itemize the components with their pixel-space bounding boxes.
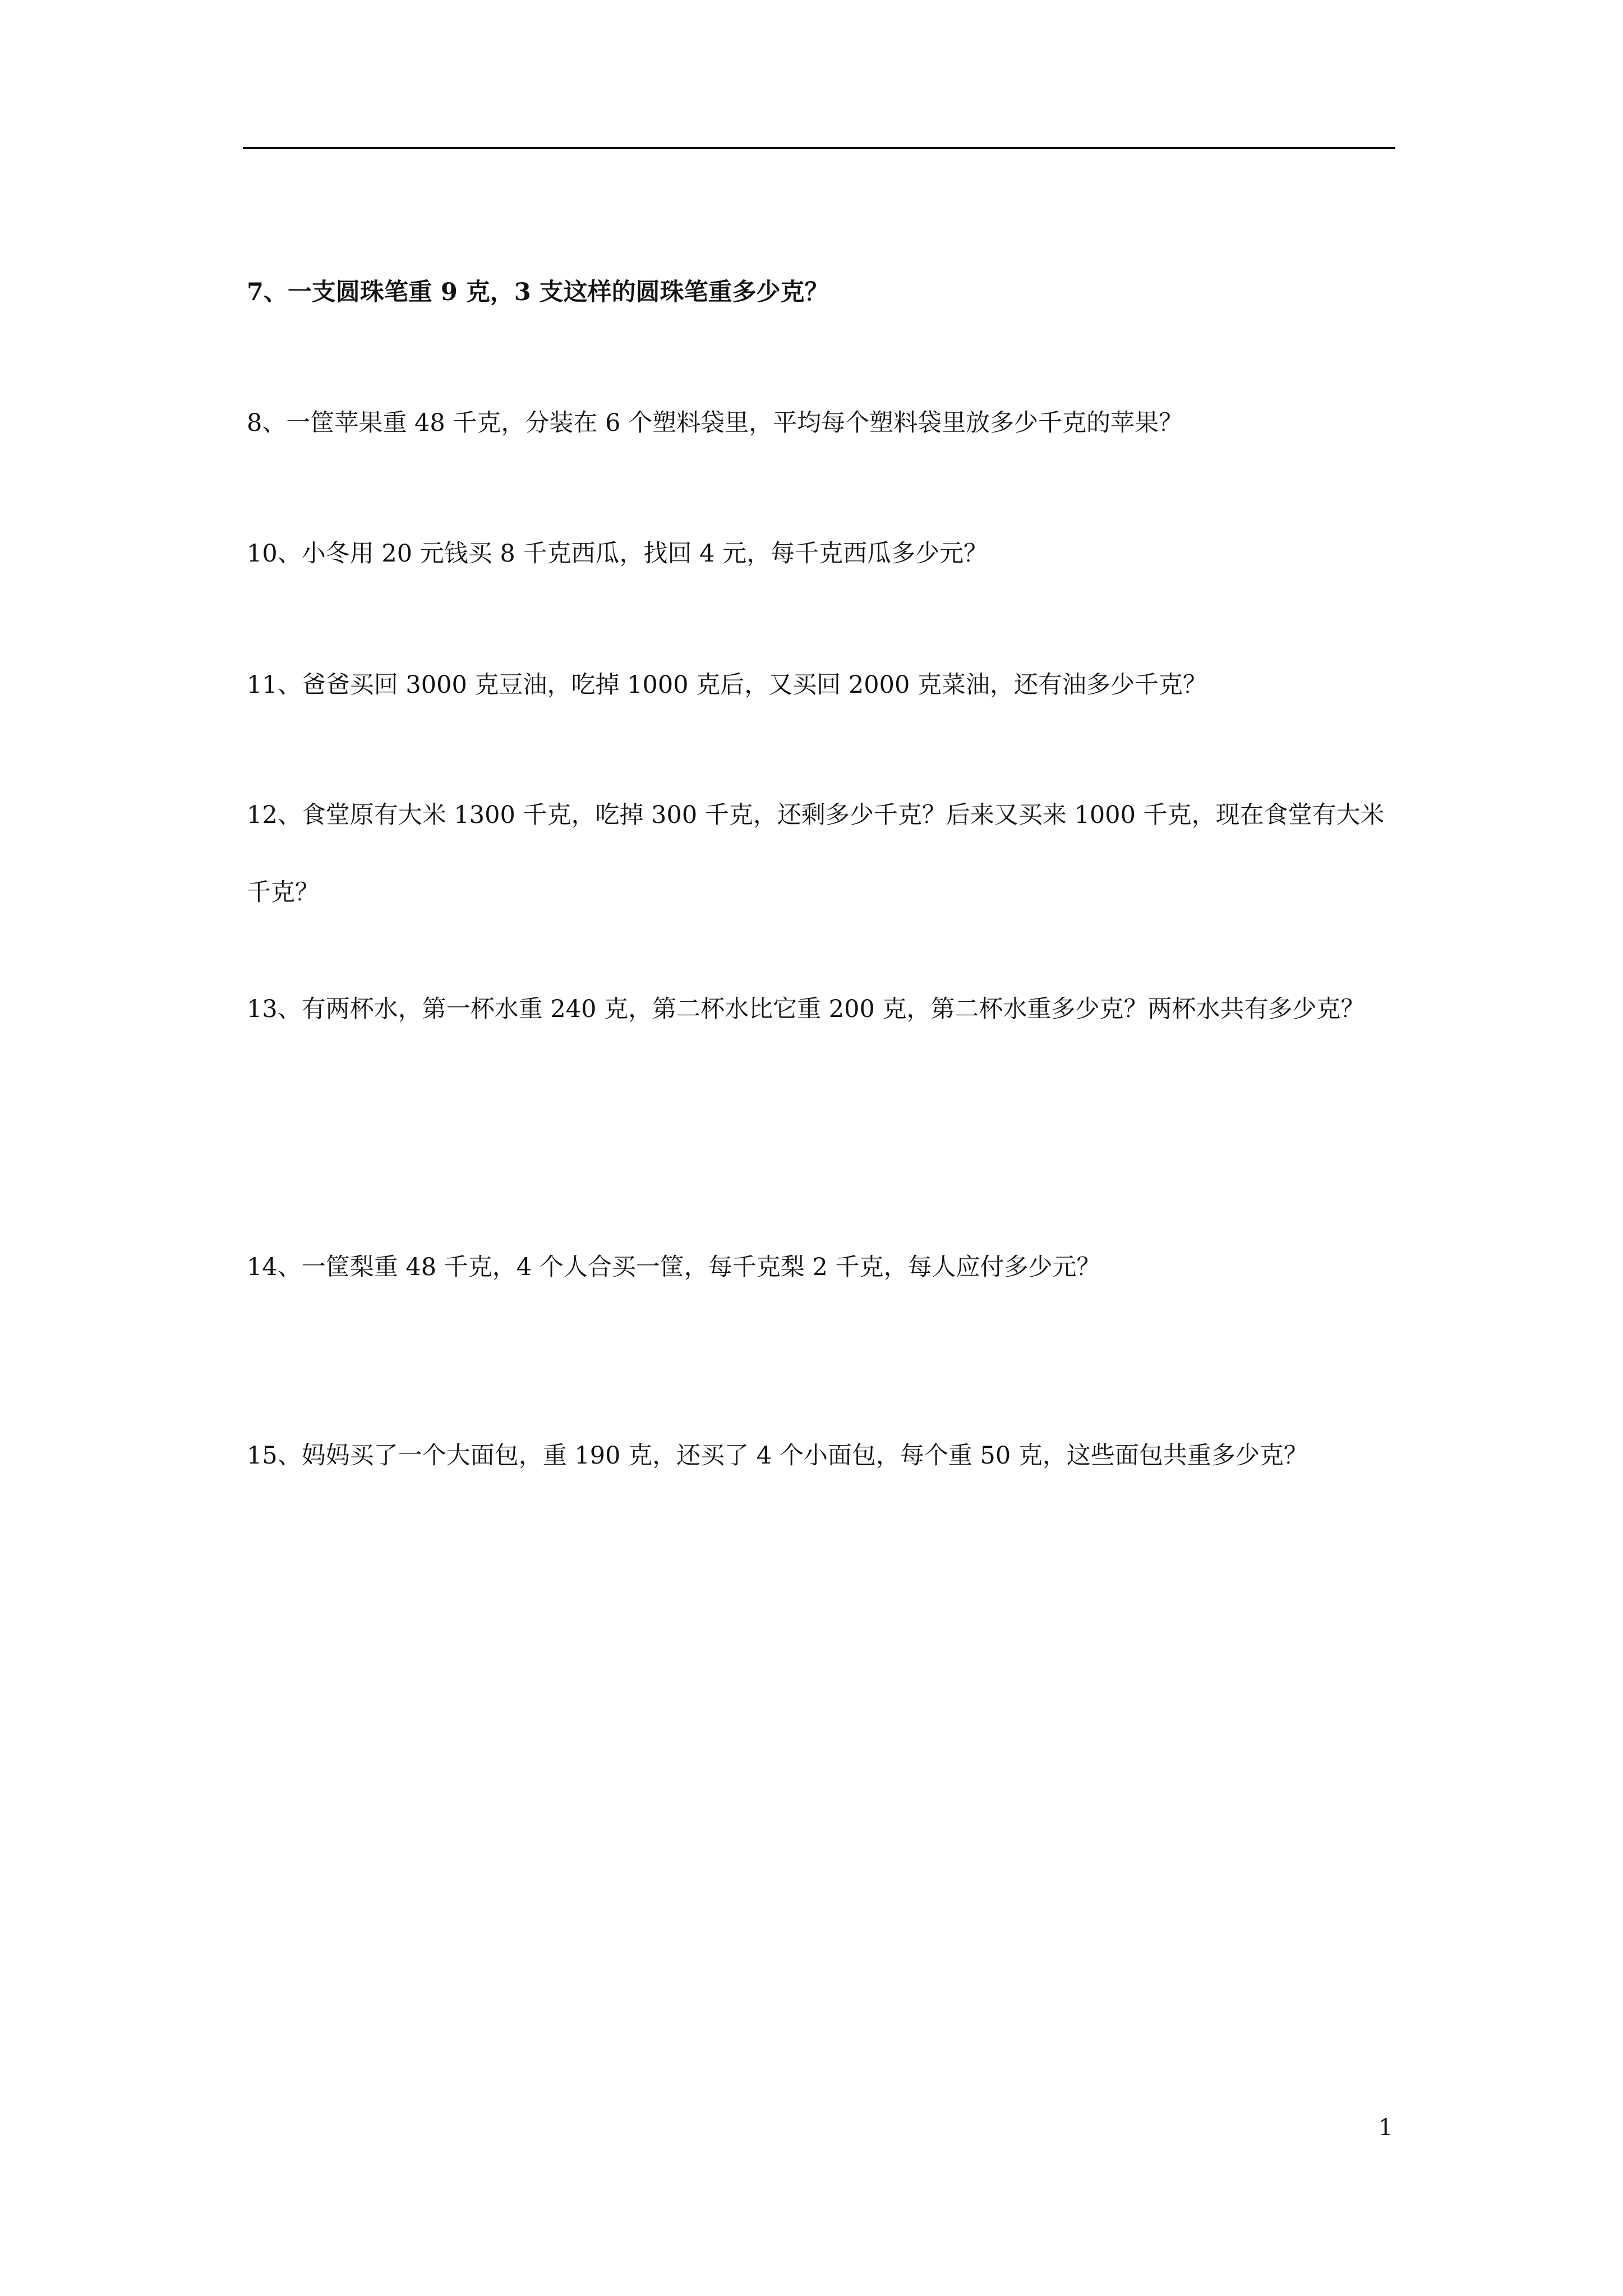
question-11: 11、爸爸买回 3000 克豆油，吃掉 1000 克后，又买回 2000 克菜油，还有油多少千克？ — [247, 671, 1207, 699]
question-10: 10、小冬用 20 元钱买 8 千克西瓜，找回 4 元，每千克西瓜多少元？ — [247, 540, 988, 568]
question-14: 14、一筐梨重 48 千克，4 个人合买一筐，每千克梨 2 千克，每人应付多少元？ — [247, 1253, 1101, 1281]
header-rule — [243, 147, 1395, 149]
page-number: 1 — [1378, 2115, 1393, 2141]
question-8: 8、一筐苹果重 48 千克，分装在 6 个塑料袋里，平均每个塑料袋里放多少千克的苹果？ — [247, 409, 1183, 437]
question-13: 13、有两杯水，第一杯水重 240 克，第二杯水比它重 200 克，第二杯水重多少克？两杯水共有多少克？ — [247, 995, 1365, 1023]
question-12: 12、食堂原有大米 1300 千克，吃掉 300 千克，还剩多少千克？后来又买来 1000 千克，现在食堂有大米千克？ — [247, 801, 1385, 907]
question-15: 15、妈妈买了一个大面包，重 190 克，还买了 4 个小面包，每个重 50 克，这些面包共重多少克？ — [247, 1442, 1308, 1470]
question-7: 7、一支圆珠笔重 9 克，3 支这样的圆珠笔重多少克？ — [247, 278, 829, 306]
